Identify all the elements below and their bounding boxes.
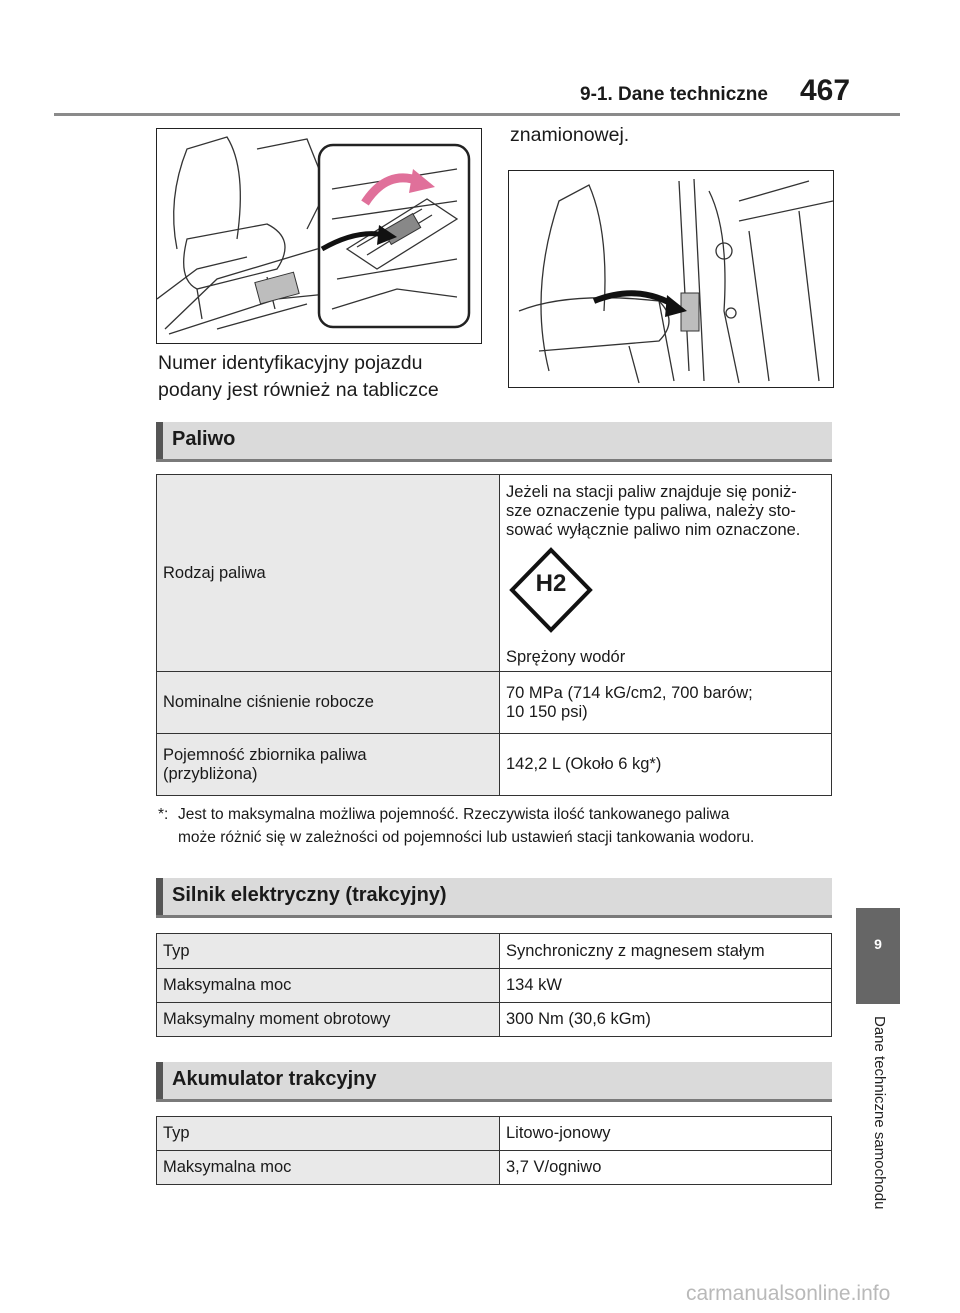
- key-line: (przybliżona): [163, 764, 258, 783]
- chapter-number: 9: [874, 936, 882, 952]
- section-heading-text: Silnik elektryczny (trakcyjny): [172, 884, 447, 906]
- table-row: [157, 734, 832, 796]
- battery-spec-table: [156, 1116, 832, 1185]
- section-title: 9-1. Dane techniczne: [580, 84, 768, 105]
- fuel-note-line: sować wyłącznie paliwo nim oznaczone.: [506, 521, 801, 539]
- table-row: [157, 672, 832, 734]
- table-key-cell: Maksymalna moc: [157, 1151, 500, 1185]
- table-key-cell: Typ: [157, 934, 500, 969]
- section-marker: [156, 1062, 163, 1099]
- table-key-cell: Maksymalna moc: [157, 969, 500, 1003]
- table-value-cell: Synchroniczny z magnesem stałym: [500, 934, 832, 969]
- section-marker: [156, 422, 163, 459]
- table-value-cell: 300 Nm (30,6 kGm): [500, 1003, 832, 1037]
- table-value-cell: Litowo-jonowy: [500, 1117, 832, 1151]
- value-line: 70 MPa (714 kG/cm2, 700 barów;: [506, 683, 753, 702]
- table-row: [157, 969, 832, 1003]
- door-pillar-drawing: [509, 171, 833, 387]
- chapter-label: Dane techniczne samochodu: [871, 1016, 888, 1210]
- vin-paragraph: [158, 350, 439, 404]
- table-key-cell: Maksymalny moment obrotowy: [157, 1003, 500, 1037]
- seat-floor-drawing: [157, 129, 481, 343]
- hydrogen-caption: Sprężony wodór: [506, 648, 626, 666]
- table-key-cell: Typ: [157, 1117, 500, 1151]
- fuel-spec-table: [156, 474, 832, 796]
- page-number: 467: [800, 74, 851, 107]
- table-row: [157, 934, 832, 969]
- vin-location-illustration: [156, 128, 482, 344]
- hydrogen-symbol-label: H2: [535, 570, 567, 597]
- nameplate-location-illustration: [508, 170, 834, 388]
- value-line: 10 150 psi): [506, 702, 588, 721]
- section-heading-fuel: [156, 422, 832, 462]
- hydrogen-symbol: [506, 546, 596, 634]
- footnote-marker: *:: [158, 806, 169, 823]
- page-header: [0, 0, 960, 120]
- table-row: [157, 475, 832, 672]
- fuel-note-line: sze oznaczenie typu paliwa, należy sto-: [506, 502, 796, 520]
- table-key-cell: [157, 734, 500, 796]
- motor-spec-table: [156, 933, 832, 1037]
- fuel-note-line: Jeżeli na stacji paliw znajduje się poniż-: [506, 483, 797, 501]
- section-heading-motor: [156, 878, 832, 918]
- table-value-cell: 142,2 L (Około 6 kg*): [500, 734, 832, 796]
- footnote-text: Jest to maksymalna możliwa pojemność. Rzeczywista ilość tankowanego paliwa: [178, 806, 730, 823]
- table-value-cell: [500, 475, 832, 672]
- key-line: Pojemność zbiornika paliwa: [163, 745, 367, 764]
- header-rule: [54, 113, 900, 116]
- watermark: carmanualsonline.info: [686, 1282, 891, 1305]
- table-key-cell: Rodzaj paliwa: [157, 475, 500, 672]
- vin-paragraph-line: podany jest również na tabliczce: [158, 379, 439, 401]
- table-row: [157, 1117, 832, 1151]
- table-value-cell: 134 kW: [500, 969, 832, 1003]
- table-key-cell: Nominalne ciśnienie robocze: [157, 672, 500, 734]
- footnote-line: może różnić się w zależności od pojemności lub ustawień stacji tankowania wodoru.: [178, 829, 755, 846]
- table-value-cell: [500, 672, 832, 734]
- chapter-tab: [856, 908, 900, 1004]
- section-heading-battery: [156, 1062, 832, 1102]
- section-heading-text: Akumulator trakcyjny: [172, 1068, 377, 1090]
- table-value-cell: 3,7 V/ogniwo: [500, 1151, 832, 1185]
- table-row: [157, 1003, 832, 1037]
- section-marker: [156, 878, 163, 915]
- section-heading-text: Paliwo: [172, 428, 236, 450]
- footnote-line: [158, 803, 848, 826]
- table-row: [157, 1151, 832, 1185]
- footnote: [158, 803, 848, 849]
- vin-paragraph-line: Numer identyfikacyjny pojazdu: [158, 352, 423, 374]
- vin-paragraph-continued: znamionowej.: [510, 124, 630, 146]
